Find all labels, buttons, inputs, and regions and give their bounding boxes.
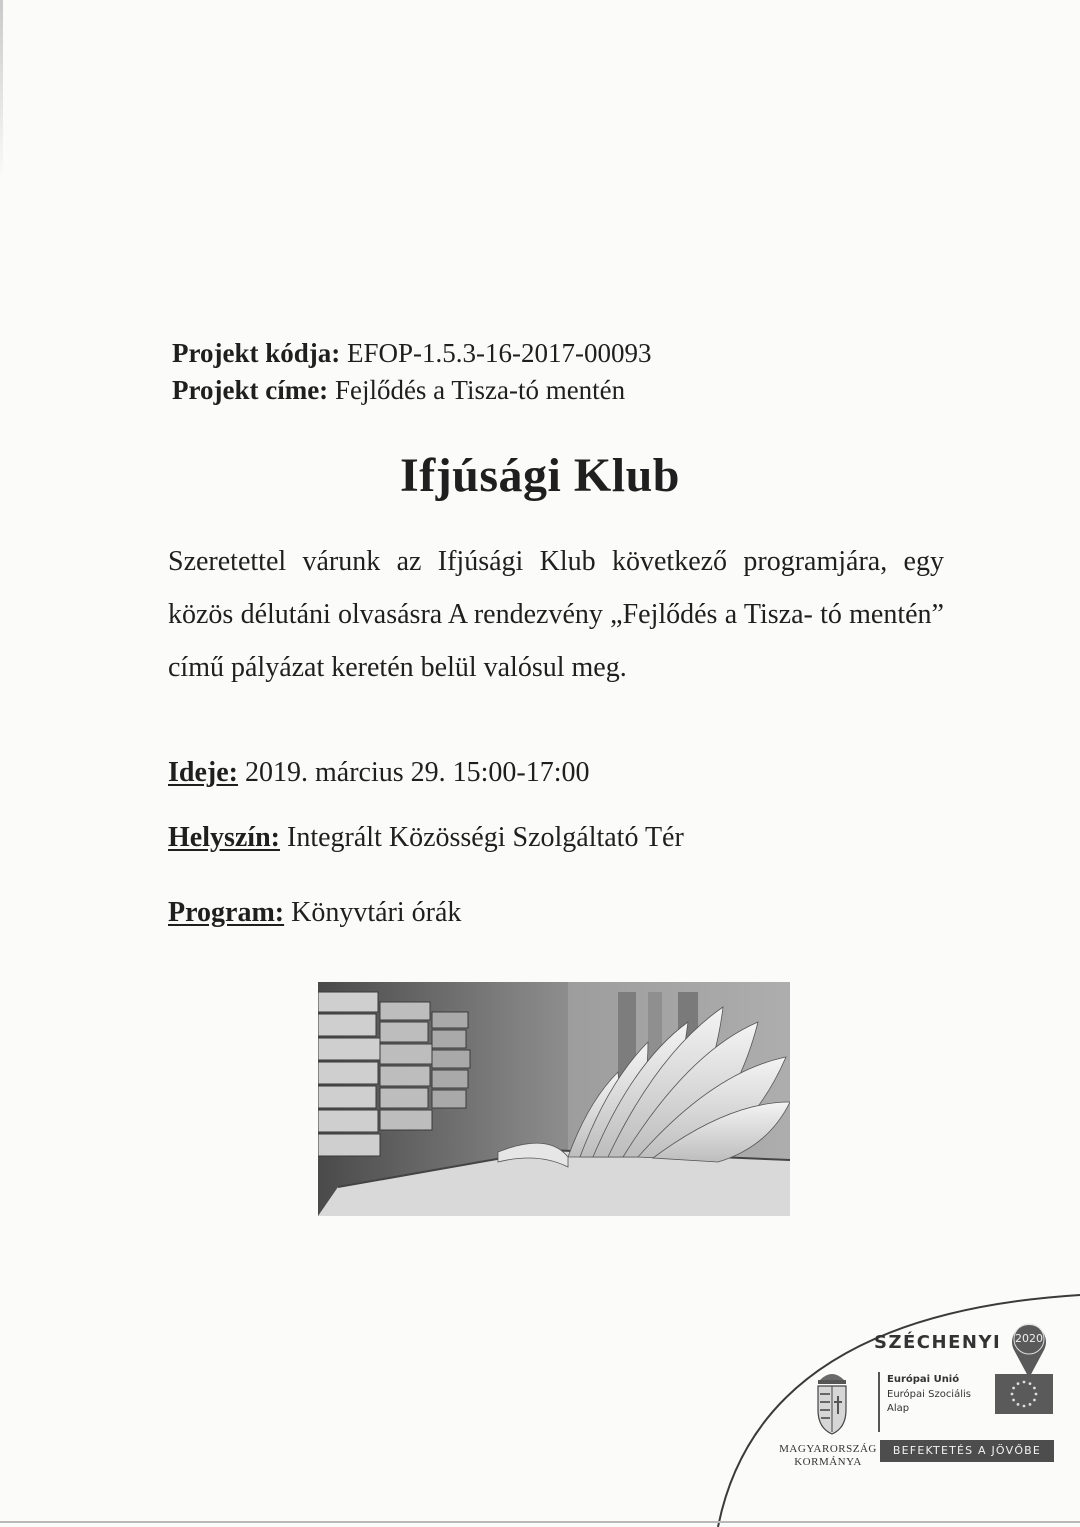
event-place-value: Integrált Közösségi Szolgáltató Tér <box>287 822 684 853</box>
project-code-value: EFOP-1.5.3-16-2017-00093 <box>347 338 652 368</box>
location-pin-icon <box>1010 1320 1048 1380</box>
coat-of-arms-icon <box>810 1368 854 1438</box>
project-title-value: Fejlődés a Tisza-tó mentén <box>334 375 626 405</box>
event-time-value: 2019. március 29. 15:00-17:00 <box>244 757 590 788</box>
government-line-2: KORMÁNYA <box>794 1456 862 1468</box>
event-place-label: Helyszín: <box>168 822 280 853</box>
invest-banner: BEFEKTETÉS A JÖVŐBE <box>880 1440 1054 1462</box>
event-program-value: Könyvtári órák <box>291 897 462 928</box>
event-program <box>168 895 461 931</box>
szechenyi-year: 2020 <box>1015 1332 1043 1345</box>
open-book-illustration <box>318 982 790 1216</box>
eu-divider <box>878 1372 880 1432</box>
project-code-line <box>172 336 652 370</box>
eu-line-1: Európai Unió <box>887 1374 960 1385</box>
intro-paragraph: Szeretettel várunk az Ifjúsági Klub következő programjára, egy közös délutáni olvasásra A rendezvény „Fejlődés a Tisza- tó mentén” című pályázat keretén belül valósul meg. <box>168 546 944 683</box>
szechenyi-wordmark: SZÉCHENYI <box>874 1332 1002 1353</box>
eu-line-2: Európai Szociális <box>887 1389 971 1400</box>
scan-edge-bottom <box>0 1521 1080 1523</box>
event-time-label: Ideje: <box>168 757 238 788</box>
eu-line-3: Alap <box>887 1403 910 1414</box>
event-program-label: Program: <box>168 897 285 928</box>
open-book-photo <box>318 982 790 1216</box>
project-code-label: Projekt kódja: <box>172 338 341 368</box>
scan-edge <box>0 0 3 180</box>
page-title: Ifjúsági Klub <box>400 449 680 502</box>
project-title-line <box>172 373 625 407</box>
government-line-1: MAGYARORSZÁG <box>779 1443 877 1455</box>
project-title-label: Projekt címe: <box>172 375 329 405</box>
event-place <box>168 820 684 856</box>
event-time <box>168 755 590 791</box>
eu-flag-icon <box>995 1374 1053 1414</box>
